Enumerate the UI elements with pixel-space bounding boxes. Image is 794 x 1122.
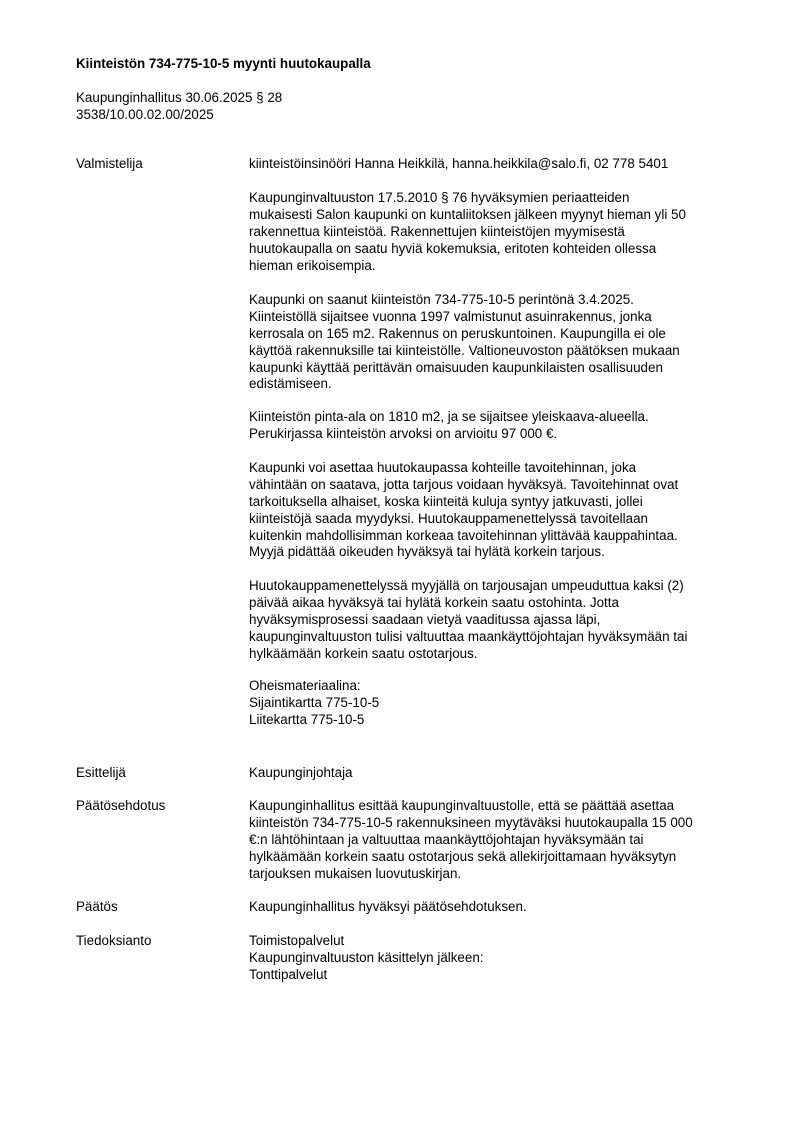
text-line: Kaupunki voi asettaa huutokaupassa kohteille tavoitehinnan, joka (249, 460, 637, 475)
text-line: Kaupunginhallitus esittää kaupunginvaltuustolle, että se päättää asettaa (249, 798, 675, 813)
text-line: hyväksymisprosessi saadaan vietyä vaaditussa ajassa läpi, (249, 611, 601, 627)
text-line: Kiinteistöllä sijaitsee vuonna 1997 valmistunut asuinrakennus, jonka (249, 308, 652, 324)
text-line: tarjouksen mukaisen luovutuskirjan. (249, 865, 462, 881)
attachment-item: Sijaintikartta 775-10-5 (249, 694, 380, 710)
text-line: kerrosala on 165 m2. Rakennus on peruskuntoinen. Kaupungilla ei ole (249, 325, 666, 341)
meeting-info (76, 90, 282, 124)
paragraph-3 (249, 409, 649, 443)
text-line: hylkäämään korkein saatu ostotarjous. (249, 645, 478, 661)
text-line: €:n lähtöhintaan ja valtuuttaa maankäyttöjohtajan hyväksymään tai (249, 831, 644, 847)
text-line: kuitenkin mahdollisimman korkeaa tavoitehinnan ylittävää kauppahintaa. (249, 527, 678, 543)
text-line: huutokaupalla on saatu hyviä kokemuksia, eritoten kohteiden ollessa (249, 240, 657, 256)
text-line: tarkoituksella alhaiset, koska kiinteitä kuluja syntyy jatkuvasti, jollei (249, 493, 643, 509)
section-content (249, 798, 749, 882)
paragraph-4 (249, 460, 678, 561)
text-line: edistämiseen. (249, 376, 332, 392)
decision-value: Kaupunginhallitus hyväksyi päätösehdotuksen. (249, 899, 527, 914)
text-line: Kaupunginvaltuuston 17.5.2010 § 76 hyväksymien periaatteiden (249, 190, 630, 205)
text-line: kiinteistöjä saada myydyksi. Huutokauppamenettelyssä tavoitellaan (249, 510, 648, 526)
section-content (249, 765, 749, 782)
text-line: Kiinteistön pinta-ala on 1810 m2, ja se sijaitsee yleiskaava-alueella. (249, 409, 649, 424)
text-line: Kaupunki on saanut kiinteistön 734-775-10-5 perintönä 3.4.2025. (249, 292, 634, 307)
paragraph-2 (249, 292, 680, 393)
text-line: Toimistopalvelut (249, 933, 345, 948)
presenter-value: Kaupunginjohtaja (249, 765, 353, 780)
section-label: Päätös (76, 899, 118, 914)
text-line: kiinteistön 734-775-10-5 rakennuksineen myytäväksi huutokaupalla 15 000 (249, 814, 693, 830)
text-line: kaupunginvaltuuston tulisi valtuuttaa maankäyttöjohtajan hyväksymään tai (249, 628, 688, 644)
attachments-list (249, 678, 379, 729)
text-line: käyttöä rakennuksille tai kiinteistölle. Valtioneuvoston päätöksen mukaan (249, 342, 680, 358)
preparer-line: kiinteistöinsinööri Hanna Heikkilä, hanna.heikkila@salo.fi, 02 778 5401 (249, 156, 669, 171)
text-line: mukaisesti Salon kaupunki on kuntaliitoksen jälkeen myynyt hieman yli 50 (249, 206, 686, 222)
section-label: Päätösehdotus (76, 798, 166, 813)
paragraph-5 (249, 578, 687, 662)
attachments-heading: Oheismateriaalina: (249, 678, 361, 693)
section-label: Esittelijä (76, 765, 126, 780)
meeting-line: Kaupunginhallitus 30.06.2025 § 28 (76, 90, 283, 105)
text-line: Huutokauppamenettelyssä myyjällä on tarjousajan umpeuduttua kaksi (2) (249, 578, 684, 593)
section-content (249, 933, 749, 984)
section-content (249, 899, 749, 916)
reference-number: 3538/10.00.02.00/2025 (76, 106, 214, 122)
text-line: hieman erikoisempia. (249, 257, 376, 273)
text-line: Kaupunginvaltuuston käsittelyn jälkeen: (249, 949, 484, 965)
text-line: rakennettua kiinteistöä. Rakennettujen kiinteistöjen myymisestä (249, 223, 625, 239)
text-line: vähintään on saatava, jotta tarjous voidaan hyväksyä. Tavoitehinnat ovat (249, 476, 679, 492)
attachment-item: Liitekartta 775-10-5 (249, 711, 365, 727)
text-line: Perukirjassa kiinteistön arvoksi on arvioitu 97 000 €. (249, 425, 558, 441)
text-line: päivää aikaa hyväksyä tai hylätä korkein saatu ostohinta. Jotta (249, 594, 619, 610)
text-line: Myyjä pidättää oikeuden hyväksyä tai hylätä korkein tarjous. (249, 544, 605, 560)
section-label: Valmistelija (76, 156, 143, 171)
text-line: Tonttipalvelut (249, 966, 328, 982)
text-line: kaupunki käyttää perittävän omaisuuden kaupunkilaisten osallisuuden (249, 359, 663, 375)
document-title: Kiinteistön 734-775-10-5 myynti huutokaupalla (76, 56, 371, 71)
section-label: Tiedoksianto (76, 933, 152, 948)
paragraph-1 (249, 190, 686, 274)
section-content (249, 156, 749, 727)
text-line: hylkäämään korkein saatu ostotarjous sekä allekirjoittamaan hyväksytyn (249, 848, 677, 864)
